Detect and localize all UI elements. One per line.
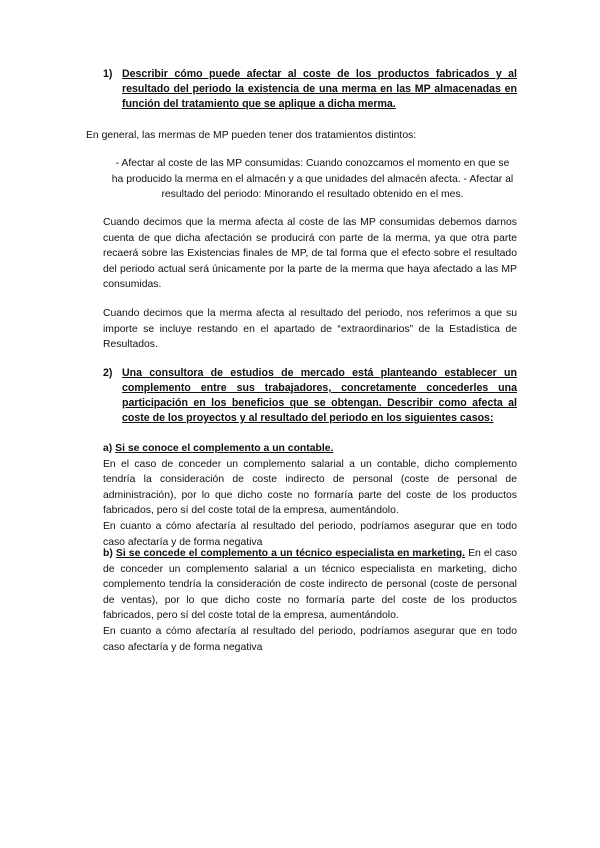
case-b-body: En el caso de conceder un complemento salarial a un técnico especialista en marketing, dicho complemento tendría la consideración de coste indirecto de personal (coste de personal de ventas), por lo que dicho coste no formaría parte del coste de los productos fabricados, pero sí del coste total de la empresa, aumentándolo. bbox=[103, 548, 517, 622]
question-1 bbox=[103, 67, 517, 112]
treatments-list: - Afectar al coste de las MP consumidas: Cuando conozcamos el momento en que se ha producido la merma en el almacén y a que unidades del almacén afecta. - Afectar al resultado del periodo: Minorando el resultado obtenido en el mes. bbox=[111, 158, 514, 201]
question-2-text: Una consultora de estudios de mercado está planteando establecer un complemento entre sus trabajadores, concretamente concederles una participación en los beneficios que se obtengan. Describir como afecta al coste de los proyectos y al resultado del periodo en los siguientes casos: bbox=[122, 367, 517, 424]
general-paragraph: En general, las mermas de MP pueden tener dos tratamientos distintos: bbox=[86, 130, 417, 141]
case-a-result: En cuanto a cómo afectaría al resultado del periodo, podríamos asegurar que en todo caso afectaría y de forma negativa bbox=[103, 520, 517, 548]
case-b-title: Si se concede el complemento a un técnico especialista en marketing. bbox=[115, 548, 465, 559]
question-1-number: 1) bbox=[103, 68, 113, 80]
question-2 bbox=[103, 366, 517, 426]
case-a-body: En el caso de conceder un complemento salarial a un contable, dicho complemento tendría la consideración de coste indirecto de personal (coste de personal de administración), por lo que dicho coste no formaría parte del coste de los productos fabricados, pero sí del coste total de la empresa, aumentándolo. bbox=[103, 458, 517, 517]
case-b bbox=[103, 546, 517, 655]
resultado-paragraph: Cuando decimos que la merma afecta al resultado del periodo, nos referimos a que su importe se incluye restando en el apartado de “extraordinarios” de la Estadística de Resultados. bbox=[103, 308, 517, 351]
case-b-result: En cuanto a cómo afectaría al resultado del periodo, podríamos asegurar que en todo caso afectaría y de forma negativa bbox=[103, 625, 517, 653]
question-2-number: 2) bbox=[103, 367, 113, 379]
question-1-text: Describir cómo puede afectar al coste de los productos fabricados y al resultado del periodo la existencia de una merma en las MP almacenadas en función del tratamiento que se aplique a dicha merma. bbox=[122, 68, 517, 110]
case-a-title: Si se conoce el complemento a un contable. bbox=[115, 443, 334, 454]
coste-paragraph: Cuando decimos que la merma afecta al coste de las MP consumidas debemos darnos cuenta de que dicha afectación se producirá con parte de la merma, ya que otra parte recaerá sobre las Existencias finales de MP, de tal forma que el efecto sobre el resultado del periodo actual será únicamente por la parte de la merma que haya afectado a las MP consumidas. bbox=[103, 217, 517, 291]
case-b-label: b) bbox=[103, 548, 113, 559]
case-a-label: a) bbox=[103, 443, 113, 454]
case-a bbox=[103, 441, 517, 550]
